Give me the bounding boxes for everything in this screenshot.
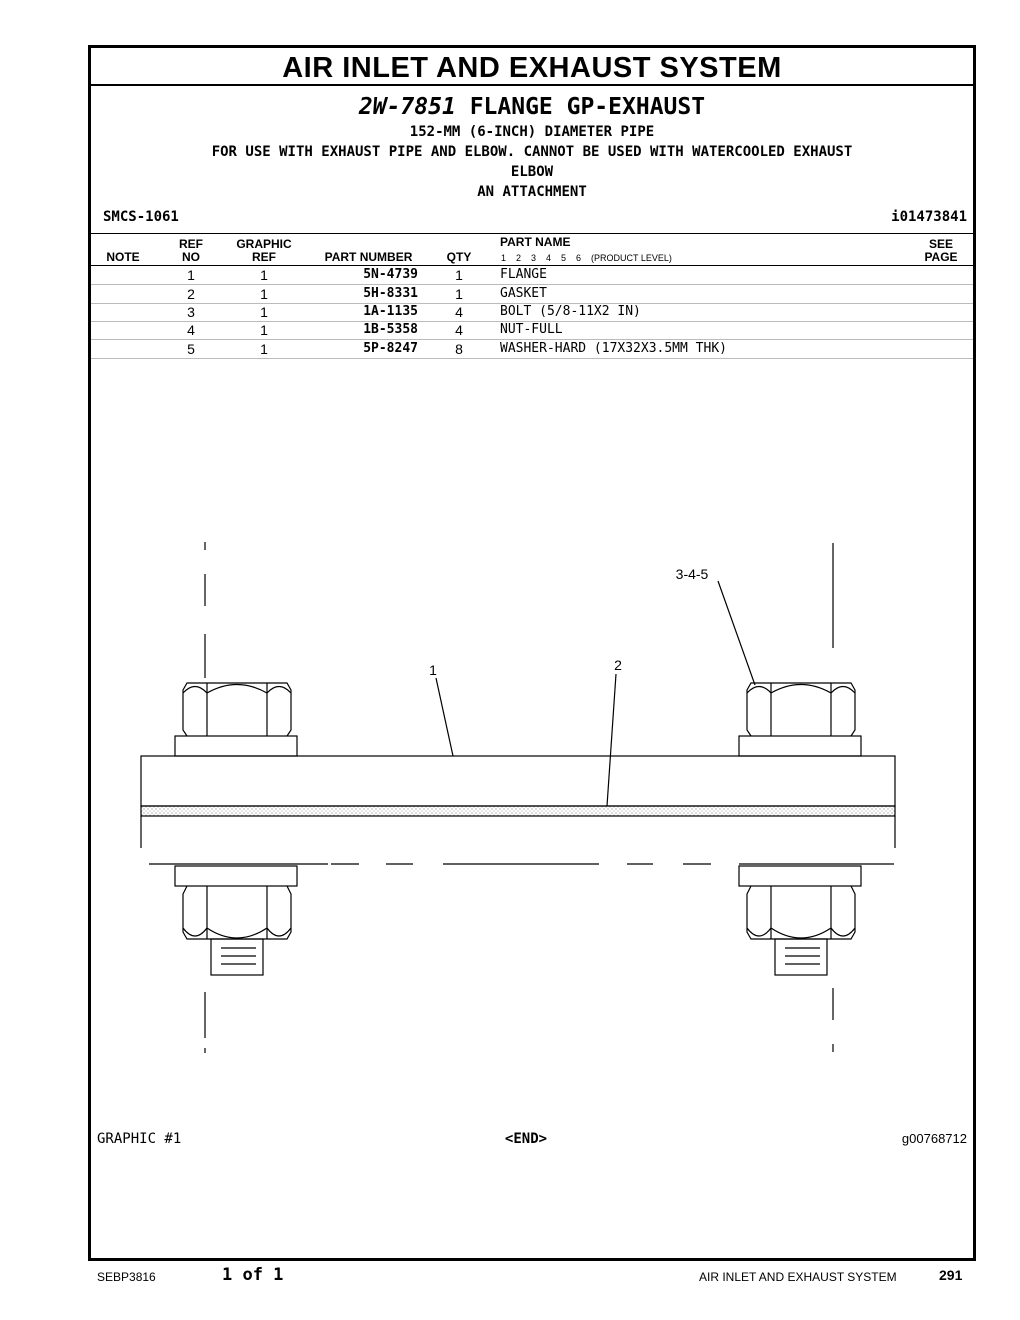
- header-note: NOTE: [106, 250, 140, 264]
- ref-no: 5: [187, 341, 195, 357]
- group-desc-line: 152-MM (6-INCH) DIAMETER PIPE: [409, 124, 655, 140]
- part-name: NUT-FULL: [500, 322, 563, 337]
- gasket-strip: [141, 806, 895, 816]
- section-title: AIR INLET AND EXHAUST SYSTEM: [91, 48, 973, 86]
- ref-no: 4: [187, 322, 195, 338]
- part-number: 1A-1135: [363, 304, 418, 319]
- footer-page-of: 1 of 1: [222, 1265, 284, 1285]
- qty: 8: [455, 341, 463, 357]
- graphic-ref: 1: [260, 286, 268, 302]
- part-name: BOLT (5/8-11X2 IN): [500, 304, 641, 319]
- right-bolt-end: [775, 939, 827, 975]
- part-name: WASHER-HARD (17X32X3.5MM THK): [500, 341, 727, 356]
- ref-no: 2: [187, 286, 195, 302]
- graphic-label: GRAPHIC #1: [97, 1131, 182, 1147]
- left-bolt-head: [183, 683, 291, 736]
- part-number: 5N-4739: [363, 267, 418, 282]
- part-name: GASKET: [500, 286, 547, 301]
- footer-page-number: 291: [939, 1267, 963, 1283]
- graphic-ref: 1: [260, 304, 268, 320]
- callout-bolt-nut-washer: 3-4-5: [675, 566, 709, 582]
- header-part-number: PART NUMBER: [324, 250, 413, 264]
- ref-no: 3: [187, 304, 195, 320]
- exploded-view-drawing: [91, 48, 973, 1258]
- qty: 1: [455, 286, 463, 302]
- end-marker: <END>: [504, 1131, 548, 1147]
- right-nut: [747, 886, 855, 939]
- group-desc-line: AN ATTACHMENT: [477, 184, 587, 200]
- group-part-number: 2W-7851: [358, 94, 456, 120]
- right-lower-washer: [739, 866, 861, 886]
- graphic-ref: 1: [260, 267, 268, 283]
- part-name: FLANGE: [500, 267, 547, 282]
- group-desc-line: ELBOW: [510, 164, 554, 180]
- leader-bolt-nut-washer: [718, 581, 755, 685]
- smcs-code: SMCS-1061: [103, 209, 179, 225]
- header-graphic-top: GRAPHIC: [236, 237, 292, 251]
- left-bolt-end: [211, 939, 263, 975]
- leader-gasket: [607, 674, 616, 806]
- leader-flange: [436, 678, 453, 756]
- ref-no: 1: [187, 267, 195, 283]
- header-ref-bottom: NO: [182, 250, 200, 264]
- footer-section: AIR INLET AND EXHAUST SYSTEM: [699, 1270, 897, 1284]
- page-frame: [88, 45, 976, 1261]
- header-see-bottom: PAGE: [924, 250, 958, 264]
- left-nut: [183, 886, 291, 939]
- left-upper-washer: [175, 736, 297, 756]
- header-graphic-bottom: REF: [252, 250, 276, 264]
- header-product-levels: 1 2 3 4 5 6 (PRODUCT LEVEL): [501, 253, 672, 263]
- header-part-name: PART NAME: [500, 235, 571, 249]
- header-ref-top: REF: [179, 237, 203, 251]
- right-bolt-head: [747, 683, 855, 736]
- header-qty: QTY: [446, 250, 472, 264]
- flange-outline: [141, 756, 895, 806]
- qty: 1: [455, 267, 463, 283]
- part-number: 1B-5358: [363, 322, 418, 337]
- right-upper-washer: [739, 736, 861, 756]
- qty: 4: [455, 304, 463, 320]
- left-lower-washer: [175, 866, 297, 886]
- callout-flange: 1: [429, 662, 437, 678]
- group-name: FLANGE GP-EXHAUST: [469, 94, 706, 120]
- part-number: 5H-8331: [363, 286, 418, 301]
- graphic-id: g00768712: [901, 1131, 967, 1146]
- graphic-ref: 1: [260, 322, 268, 338]
- footer-doc-number: SEBP3816: [97, 1270, 156, 1284]
- qty: 4: [455, 322, 463, 338]
- header-see-top: SEE: [928, 237, 953, 251]
- callout-gasket: 2: [614, 657, 622, 673]
- illustration-id: i01473841: [891, 209, 967, 225]
- graphic-ref: 1: [260, 341, 268, 357]
- part-number: 5P-8247: [363, 341, 418, 356]
- group-desc-line: FOR USE WITH EXHAUST PIPE AND ELBOW. CANNOT BE USED WITH WATERCOOLED EXHAUST: [211, 144, 853, 160]
